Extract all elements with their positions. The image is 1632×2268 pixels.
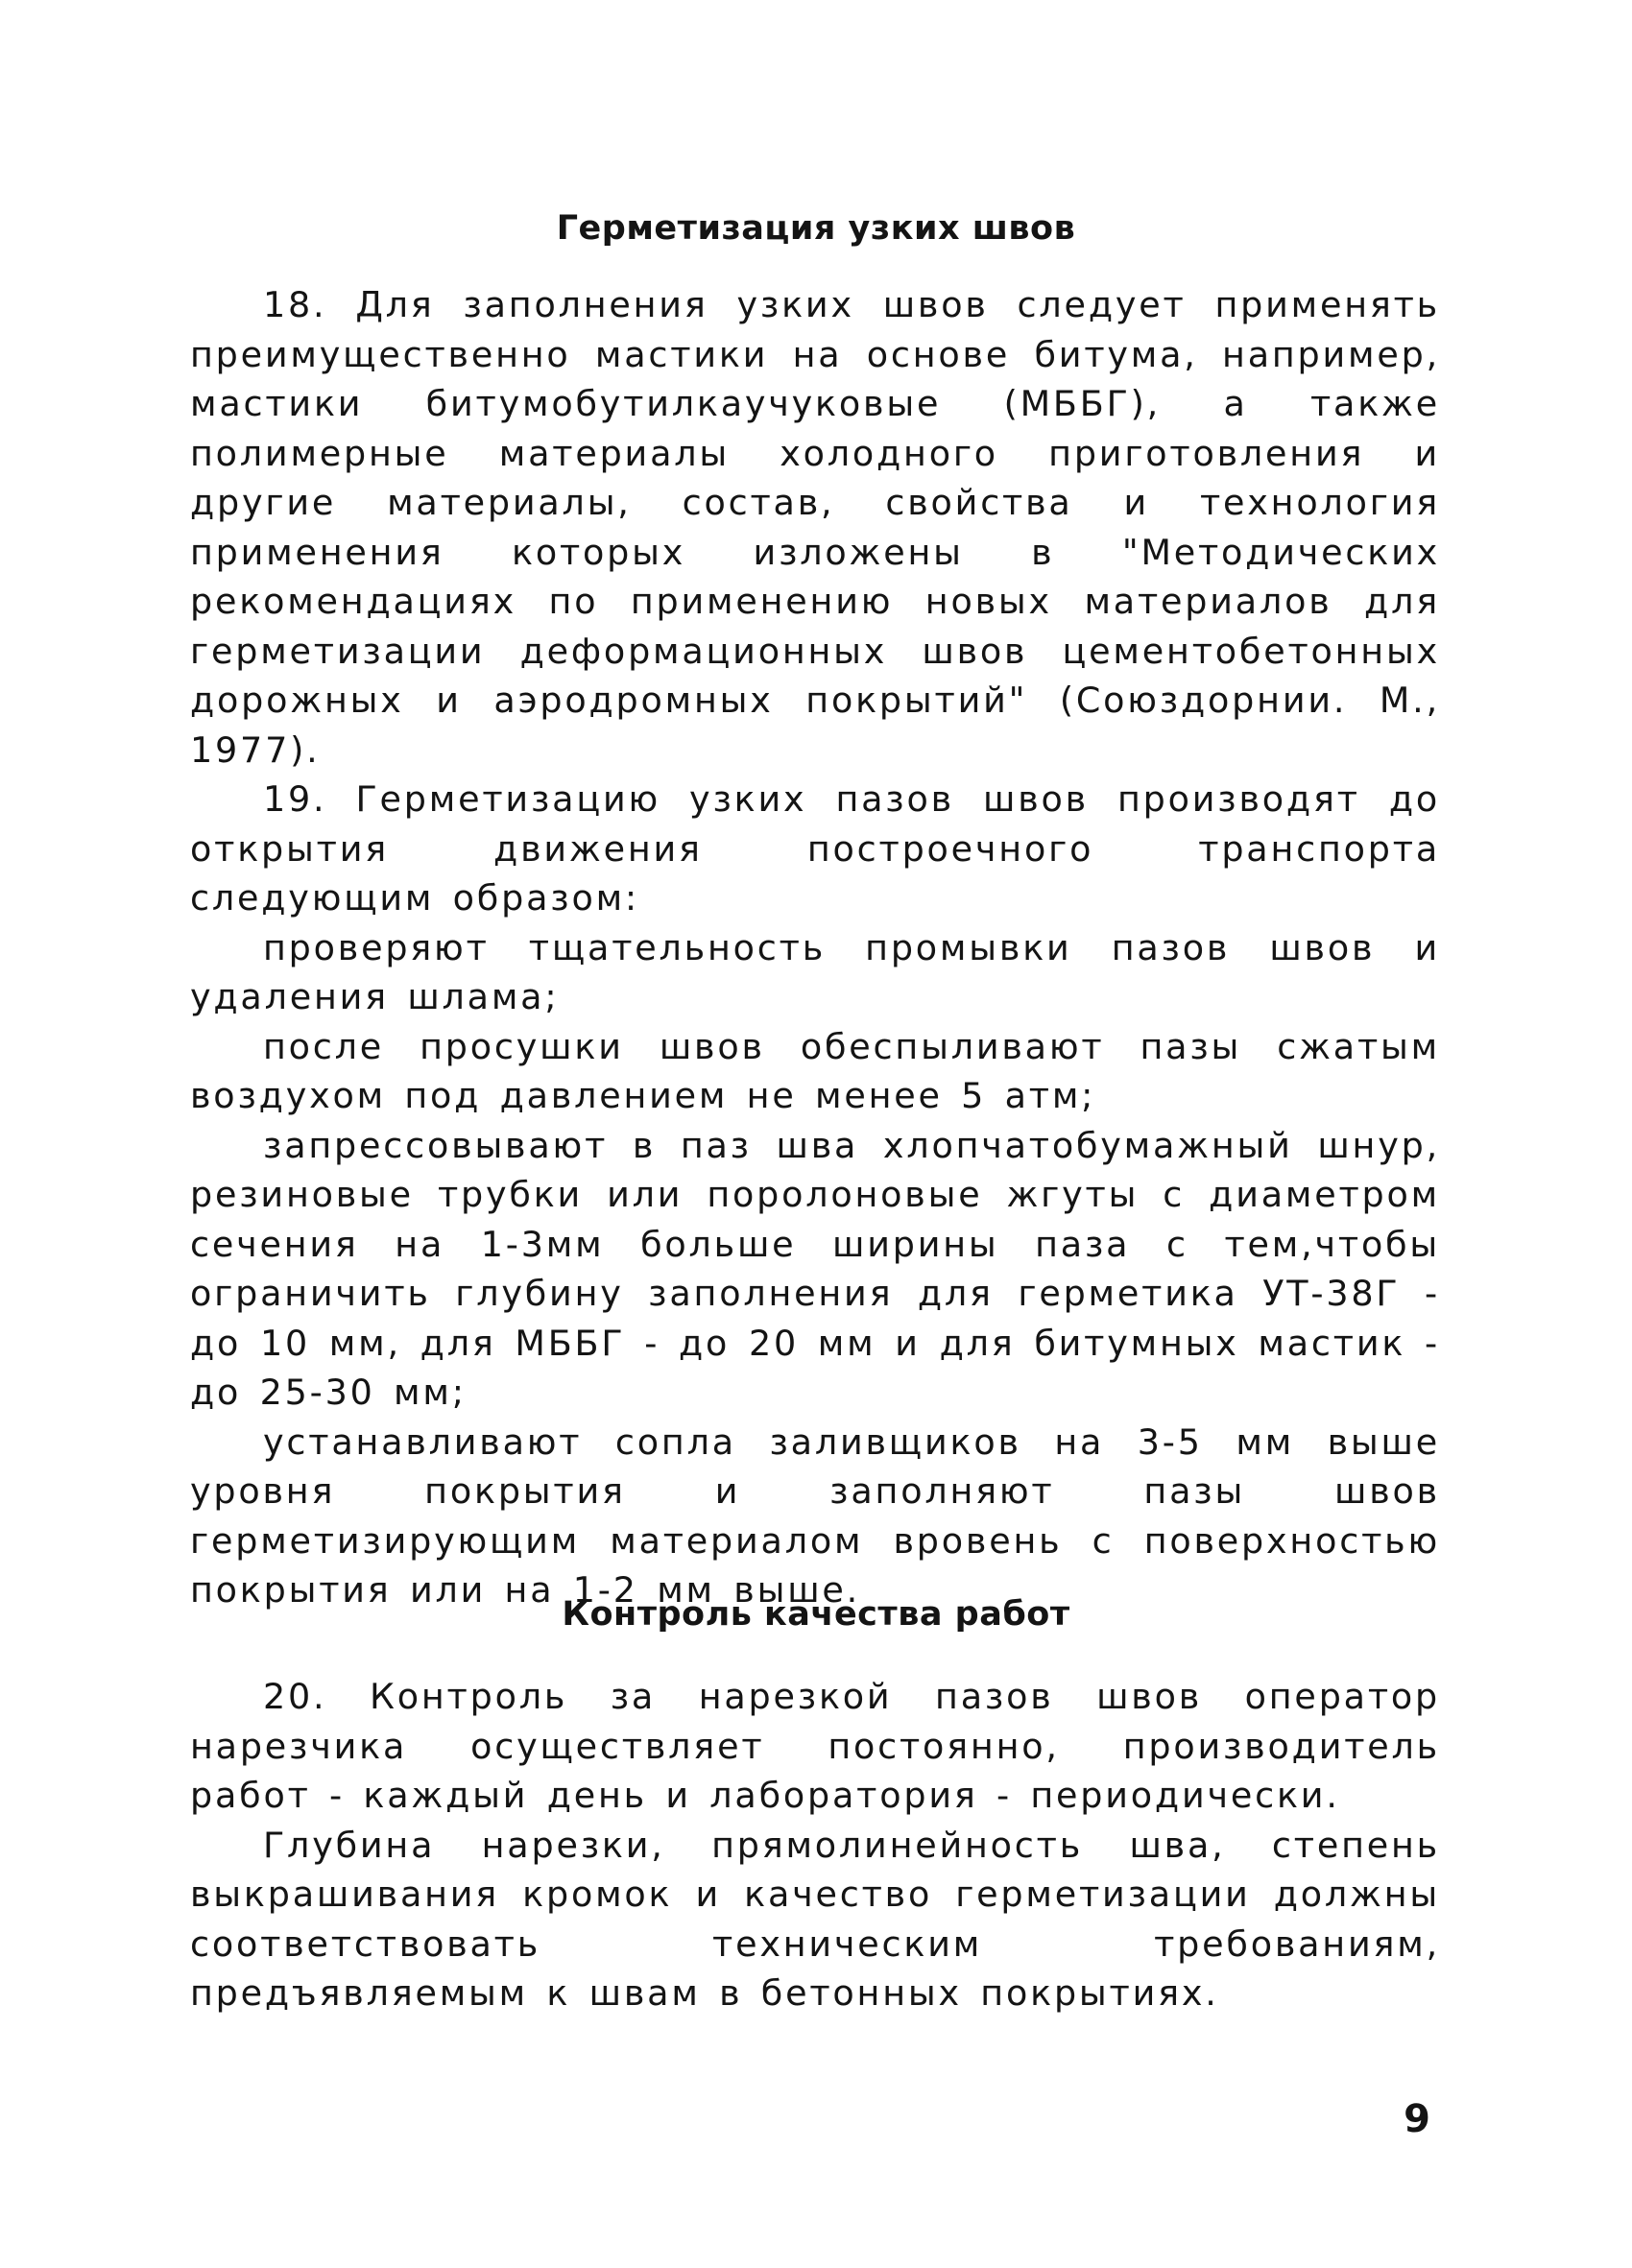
step-press-cord: запрессовывают в паз шва хлопчатобумажный шнур, резиновые трубки или поролоновые жгуты с диаметром сечения на 1-3мм больше ширины паза с тем,чтобы ограничить глубину заполнения для герметика УТ-38Г - до 10 мм, для МББГ - до 20 мм и для битумных мастик - до 25-30 мм; [190, 1124, 1440, 1413]
section-body-quality-control [190, 1672, 1440, 2018]
step-check-washing: проверяют тщательность промывки пазов швов и удаления шлама; [190, 926, 1440, 1017]
step-dedust: после просушки швов обеспыливают пазы сжатым воздухом под давлением не менее 5 атм; [190, 1025, 1440, 1116]
paragraph-requirements: Глубина нарезки, прямолинейность шва, степень выкрашивания кромок и качество герметизации должны соответствовать техническим требованиям, предъявляемым к швам в бетонных покрытиях. [190, 1824, 1440, 2014]
section-heading-sealing: Герметизация узких швов [556, 209, 1076, 248]
paragraph-19: 19. Герметизацию узких пазов швов производят до открытия движения построечного транспорта следующим образом: [190, 778, 1440, 919]
page-number: 9 [1404, 2097, 1430, 2141]
paragraph-18: 18. Для заполнения узких швов следует применять преимущественно мастики на основе битума, например, мастики битумобутилкаучуковые (МББГ), а также полимерные материалы холодного приготовления и другие материалы, состав, свойства и технология применения которых изложены в "Методических рекомендациях по применению новых материалов для герметизации деформационных швов цементобетонных дорожных и аэродромных покрытий" (Союздорнии. М., 1977). [190, 284, 1440, 771]
paragraph-20: 20. Контроль за нарезкой пазов швов оператор нарезчика осуществляет постоянно, производитель работ - каждый день и лаборатория - периодически. [190, 1676, 1440, 1816]
step-fill-joints: устанавливают сопла заливщиков на 3-5 мм выше уровня покрытия и заполняют пазы швов герметизирующим материалом вровень с поверхностью покрытия или на 1-2 мм выше. [190, 1420, 1440, 1611]
section-heading-quality-control: Контроль качества работ [562, 1595, 1070, 1634]
section-body-sealing [190, 280, 1440, 1615]
